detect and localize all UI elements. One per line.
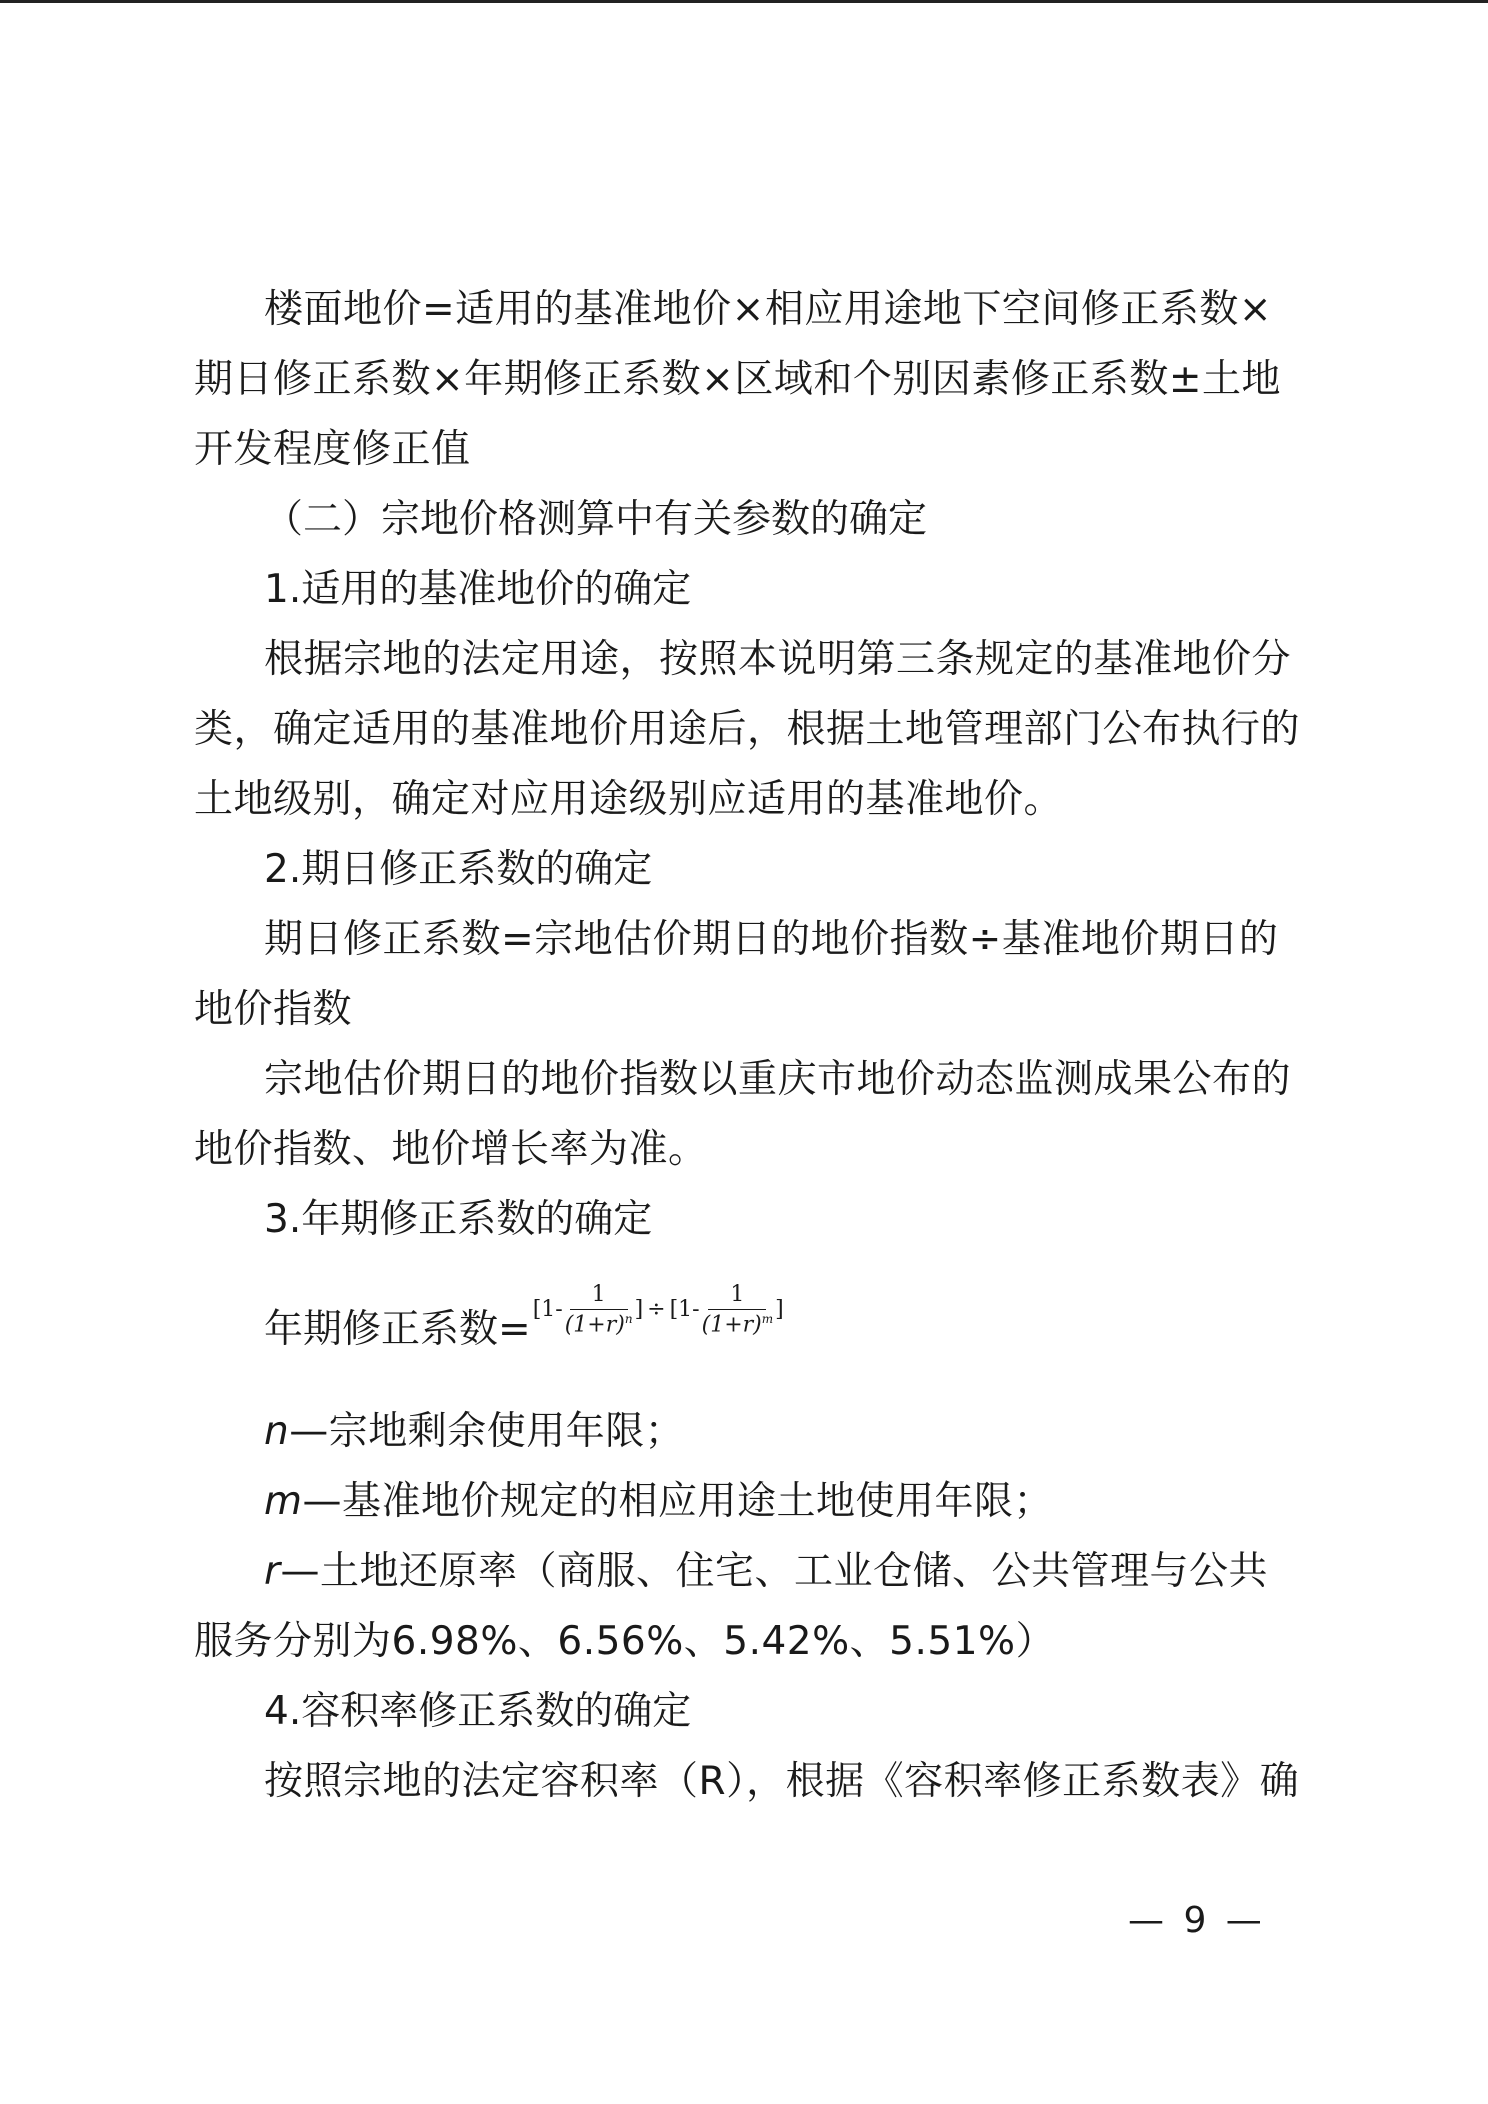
- formula-label: 年期修正系数=: [264, 1307, 531, 1352]
- fraction-denominator: [702, 1310, 774, 1337]
- denominator-exponent: n: [624, 1312, 633, 1327]
- subheading-base-price: 1.适用的基准地价的确定: [264, 567, 692, 612]
- paragraph-date-correction-formula: 期日修正系数=宗地估价期日的地价指数÷基准地价期日的地价指数: [194, 917, 1279, 1032]
- variable-m: m: [264, 1479, 303, 1524]
- denominator-exponent: m: [761, 1312, 774, 1327]
- definition-r-text: —土地还原率（商服、住宅、工业仓储、公共管理与公共服务分别为6.98%、6.56%、5.42%、5.51%）: [194, 1549, 1269, 1664]
- fraction-denominator: [565, 1310, 633, 1337]
- subheading-date-correction: 2.期日修正系数的确定: [264, 847, 653, 892]
- term-correction-formula: [194, 1255, 1304, 1397]
- fraction-numerator: 1: [708, 1282, 766, 1310]
- definition-m-text: —基准地价规定的相应用途土地使用年限；: [302, 1479, 1054, 1524]
- section-heading-parameters: （二）宗地价格测算中有关参数的确定: [264, 497, 928, 542]
- paragraph-floor-price-formula: 楼面地价=适用的基准地价×相应用途地下空间修正系数×期日修正系数×年期修正系数×区域和个别因素修正系数±土地开发程度修正值: [194, 287, 1282, 472]
- formula-close-bracket: ]: [634, 1297, 644, 1323]
- formula-expression: [533, 1282, 784, 1337]
- subheading-term-correction: 3.年期修正系数的确定: [264, 1197, 653, 1242]
- paragraph-land-price-index: 宗地估价期日的地价指数以重庆市地价动态监测成果公布的地价指数、地价增长率为准。: [194, 1057, 1292, 1172]
- top-border-line: [0, 0, 1488, 3]
- paragraph-base-price: 根据宗地的法定用途，按照本说明第三条规定的基准地价分类，确定适用的基准地价用途后，根据土地管理部门公布执行的土地级别，确定对应用途级别应适用的基准地价。: [194, 637, 1301, 822]
- formula-fraction-m: [702, 1282, 774, 1337]
- fraction-numerator: 1: [570, 1282, 628, 1310]
- formula-fraction-n: [565, 1282, 633, 1337]
- formula-open-bracket: [1-: [669, 1297, 700, 1323]
- page-number: — 9 —: [1128, 1900, 1266, 1941]
- paragraph-plot-ratio: 按照宗地的法定容积率（R），根据《容积率修正系数表》确: [264, 1759, 1300, 1804]
- formula-close-bracket: ]: [775, 1297, 784, 1323]
- definition-r: [194, 1537, 1304, 1677]
- denominator-base: (1+r): [701, 1312, 762, 1338]
- definition-n: [194, 1397, 1304, 1467]
- formula-open-bracket: [1-: [532, 1297, 563, 1323]
- definition-m: [194, 1467, 1304, 1537]
- formula-divide-operator: ÷: [647, 1297, 666, 1323]
- variable-n: n: [264, 1409, 290, 1454]
- variable-r: r: [264, 1549, 281, 1594]
- denominator-base: (1+r): [564, 1312, 625, 1338]
- document-body: [194, 275, 1304, 1817]
- definition-n-text: —宗地剩余使用年限；: [289, 1409, 685, 1454]
- subheading-plot-ratio: 4.容积率修正系数的确定: [264, 1689, 692, 1734]
